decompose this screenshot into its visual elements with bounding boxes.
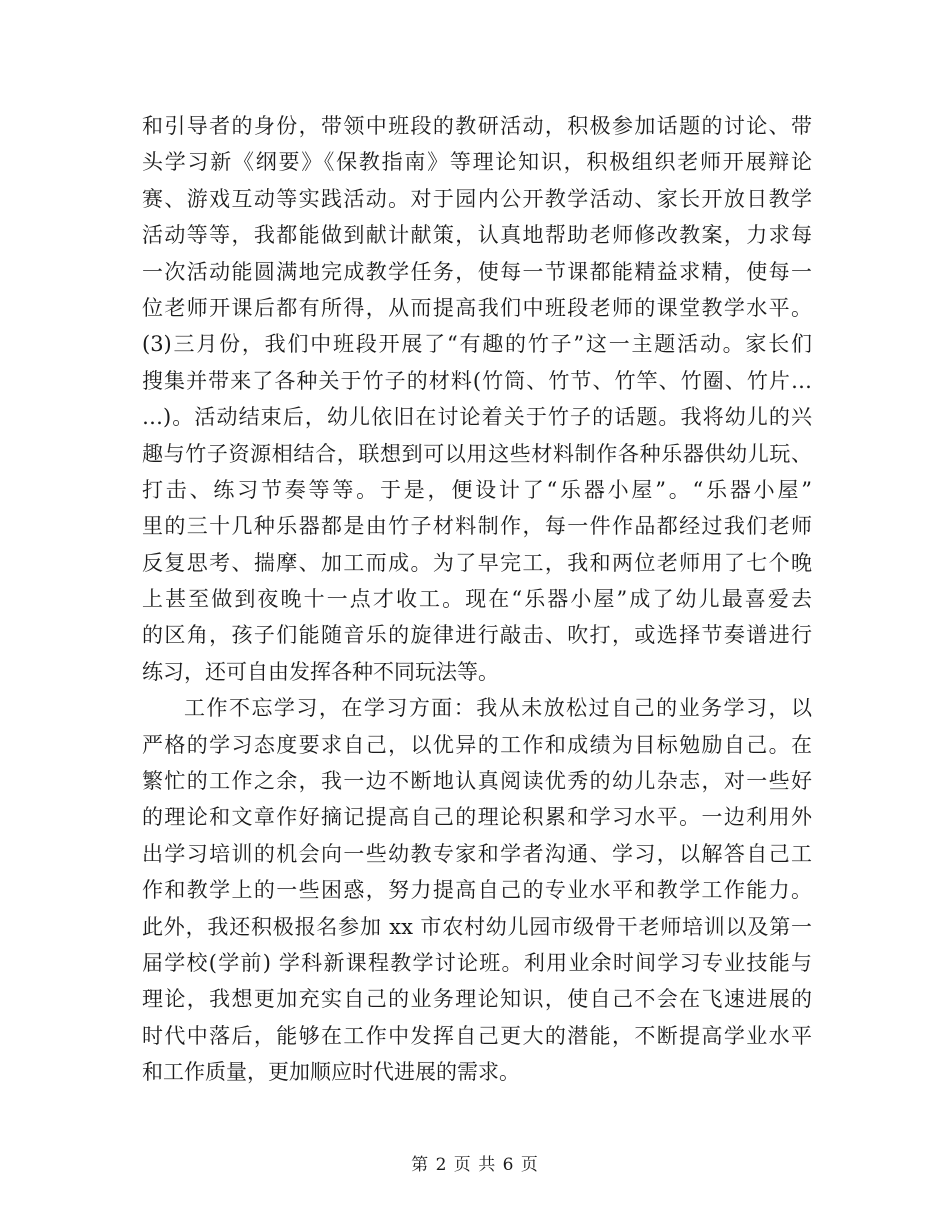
text-line: 的理论和文章作好摘记提高自己的理论积累和学习水平。一边利用外 bbox=[142, 805, 812, 830]
text-line: 赛、游戏互动等实践活动。对于园内公开教学活动、家长开放日教学 bbox=[142, 186, 812, 211]
text-line: 活动等等，我都能做到献计献策，认真地帮助老师修改教案，力求每 bbox=[142, 223, 812, 248]
text-line: 届学校(学前) 学科新课程教学讨论班。利用业余时间学习专业技能与 bbox=[142, 950, 812, 975]
text-line: 的区角，孩子们能随音乐的旋律进行敲击、吹打，或选择节奏谱进行 bbox=[142, 623, 812, 648]
text-line: 反复思考、揣摩、加工而成。为了早完工，我和两位老师用了七个晚 bbox=[142, 550, 812, 575]
paragraph-first-line: 工作不忘学习，在学习方面：我从未放松过自己的业务学习，以 bbox=[184, 696, 812, 721]
text-line: 和引导者的身份，带领中班段的教研活动，积极参加话题的讨论、带 bbox=[142, 114, 812, 138]
page-number: 第 2 页 共 6 页 bbox=[411, 1155, 539, 1175]
text-line: 搜集并带来了各种关于竹子的材料(竹筒、竹节、竹竿、竹圈、竹片… bbox=[142, 368, 812, 393]
text-line: 时代中落后，能够在工作中发挥自己更大的潜能，不断提高学业水平 bbox=[142, 1023, 812, 1048]
text-line: 作和教学上的一些困惑，努力提高自己的专业水平和教学工作能力。 bbox=[142, 878, 812, 903]
text-line: 一次活动能圆满地完成教学任务，使每一节课都能精益求精，使每一 bbox=[142, 259, 812, 284]
text-line: 繁忙的工作之余，我一边不断地认真阅读优秀的幼儿杂志，对一些好 bbox=[142, 769, 812, 794]
text-line: 上甚至做到夜晚十一点才收工。现在“乐器小屋”成了幼儿最喜爱去 bbox=[142, 587, 812, 612]
text-line: 和工作质量，更加顺应时代进展的需求。 bbox=[142, 1060, 520, 1085]
text-line: 位老师开课后都有所得，从而提高我们中班段老师的课堂教学水平。 bbox=[142, 295, 812, 320]
text-line: 出学习培训的机会向一些幼教专家和学者沟通、学习，以解答自己工 bbox=[142, 841, 812, 866]
text-line: 理论，我想更加充实自己的业务理论知识，使自己不会在飞速进展的 bbox=[142, 987, 812, 1012]
text-line: 里的三十几种乐器都是由竹子材料制作，每一件作品都经过我们老师 bbox=[142, 514, 812, 539]
text-line: 趣与竹子资源相结合，联想到可以用这些材料制作各种乐器供幼儿玩、 bbox=[142, 441, 812, 466]
text-line: 打击、练习节奏等等。于是，便设计了“乐器小屋”。“乐器小屋” bbox=[142, 477, 812, 502]
text-line: 头学习新《纲要》《保教指南》等理论知识，积极组织老师开展辩论 bbox=[142, 150, 812, 175]
text-line: (3)三月份，我们中班段开展了“有趣的竹子”这一主题活动。家长们 bbox=[142, 332, 812, 357]
text-line: …)。活动结束后，幼儿依旧在讨论着关于竹子的话题。我将幼儿的兴 bbox=[142, 405, 812, 430]
text-line: 此外，我还积极报名参加 xx 市农村幼儿园市级骨干老师培训以及第一 bbox=[142, 914, 812, 939]
body-text bbox=[142, 108, 812, 1091]
text-line: 严格的学习态度要求自己，以优异的工作和成绩为目标勉励自己。在 bbox=[142, 732, 812, 757]
text-line: 练习，还可自由发挥各种不同玩法等。 bbox=[142, 659, 499, 684]
